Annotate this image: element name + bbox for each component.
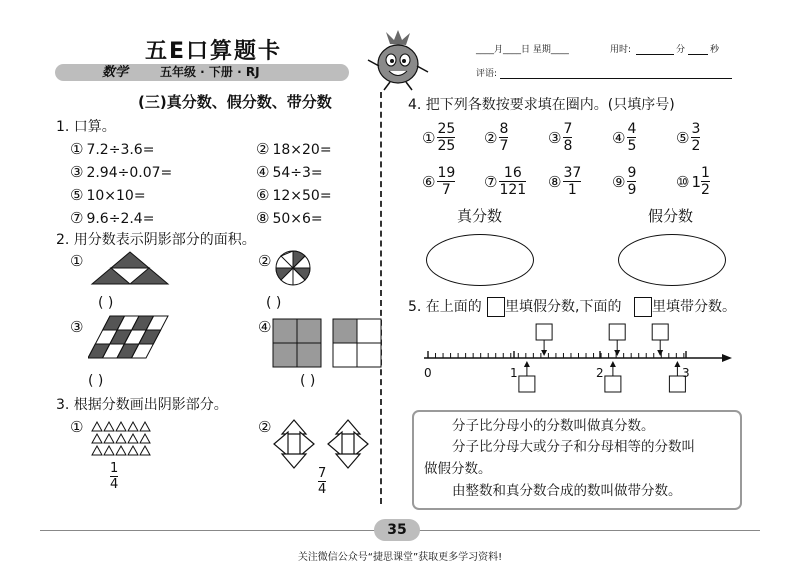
answer-box-upper: [652, 324, 668, 340]
denominator: 121: [499, 182, 527, 198]
pointer-arrow: [614, 350, 620, 356]
q4-item: [676, 166, 710, 197]
time-unit-sec: 秒: [710, 45, 720, 55]
q4-item-number: ⑦: [484, 172, 498, 191]
q4-item-number: ①: [422, 128, 436, 147]
time-sec-blank[interactable]: [688, 54, 708, 55]
shaded-squares-figure: [272, 318, 384, 370]
q4-item: [422, 122, 455, 153]
q1-item: [70, 140, 154, 159]
q4-item-number: ⑨: [612, 172, 626, 191]
q1-item-number: ④: [256, 163, 270, 181]
tick-label: 3: [682, 366, 690, 380]
q4-item: [484, 166, 526, 197]
denominator: 8: [563, 138, 573, 154]
kite-triangles-figure: [272, 418, 392, 470]
q3-title: 3. 根据分数画出阴影部分。: [56, 397, 228, 413]
q1-item-number: ⑧: [256, 209, 270, 227]
denominator: 2: [691, 138, 701, 154]
q4-fraction: [563, 122, 572, 153]
q3-fraction-1: 1 4: [110, 461, 119, 492]
improper-fraction-oval[interactable]: [618, 234, 726, 286]
small-triangle: [140, 446, 150, 455]
q1-item-number: ①: [70, 140, 84, 158]
q1-item: [256, 186, 332, 205]
numerator: 16: [503, 165, 522, 181]
small-triangle: [92, 422, 102, 431]
time-min-blank[interactable]: [636, 54, 674, 55]
numerator: 7: [563, 121, 573, 137]
numerator: 1: [701, 165, 710, 181]
numerator: 3: [691, 121, 701, 137]
section-title: (三)真分数、假分数、带分数: [138, 93, 332, 111]
tick-label: 2: [596, 366, 604, 380]
grade-label: 五年级 · 下册 · RJ: [160, 65, 260, 79]
q4-item: [548, 122, 572, 153]
small-triangle: [128, 422, 138, 431]
q2-answer-4[interactable]: ( ): [300, 373, 316, 389]
q1-item-expression: 54÷3=: [272, 165, 323, 181]
q1-item-number: ⑤: [70, 186, 84, 204]
number-line-arrow: [722, 354, 732, 362]
numerator: 25: [437, 121, 456, 137]
q2-label-2: ②: [258, 252, 272, 270]
q4-item: [676, 122, 700, 153]
q1-item-number: ③: [70, 163, 84, 181]
q2-title: 2. 用分数表示阴影部分的面积。: [56, 232, 256, 248]
q4-item-number: ⑥: [422, 172, 436, 191]
q4-item-number: ⑤: [676, 128, 690, 147]
denominator: 7: [499, 138, 509, 154]
q1-item-expression: 18×20=: [272, 142, 332, 158]
mascot-icon: [358, 30, 438, 92]
time-label: 用时:: [610, 45, 632, 55]
q2-answer-1[interactable]: ( ): [98, 295, 114, 311]
number-line: [420, 322, 740, 404]
q2-label-3: ③: [70, 318, 84, 336]
q2-label-1: ①: [70, 252, 84, 270]
numerator: 19: [437, 165, 456, 181]
tick-label: 0: [424, 366, 432, 380]
q5-title-a: 5. 在上面的: [408, 299, 482, 315]
shaded-triangle-figure: [90, 250, 170, 286]
q4-fraction: [499, 122, 508, 153]
q2-label-4: ④: [258, 318, 272, 336]
pointer-arrow: [657, 350, 663, 356]
shaded-parallelogram-figure: [88, 314, 170, 360]
brand-title: 五E口算题卡: [145, 39, 283, 64]
pointer-arrow: [541, 350, 547, 356]
q4-fraction: [627, 166, 636, 197]
proper-label: 真分数: [457, 207, 503, 225]
notes-line-1: 分子比分母小的分数叫做真分数。: [452, 418, 655, 434]
small-triangle: [116, 446, 126, 455]
q1-item-expression: 50×6=: [272, 211, 323, 227]
q2-answer-3[interactable]: ( ): [88, 373, 104, 389]
q4-item-number: ⑩: [676, 172, 690, 191]
improper-label: 假分数: [648, 207, 694, 225]
q4-item: [484, 122, 508, 153]
answer-box-upper: [609, 324, 625, 340]
q1-item: [256, 163, 323, 182]
q4-whole-part: 1: [691, 172, 701, 191]
denominator: 7: [441, 182, 451, 198]
answer-box-lower: [605, 376, 621, 392]
legend-box-lower: [634, 297, 652, 317]
small-triangle: [104, 434, 114, 443]
denominator: 25: [437, 138, 456, 154]
numerator: 4: [627, 121, 637, 137]
numerator: 37: [563, 165, 582, 181]
small-triangle: [92, 434, 102, 443]
notes-line-3: 做假分数。: [424, 461, 492, 477]
small-triangle: [92, 446, 102, 455]
q4-item-number: ②: [484, 128, 498, 147]
small-triangle: [116, 434, 126, 443]
q4-fraction: [627, 122, 636, 153]
q1-item-expression: 9.6÷2.4=: [86, 211, 155, 227]
q1-item: [256, 140, 332, 159]
q1-item: [70, 163, 172, 182]
q1-item-number: ⑥: [256, 186, 270, 204]
small-triangle: [128, 446, 138, 455]
denominator: 2: [701, 182, 710, 198]
q3-label-2: ②: [258, 418, 272, 436]
denominator: 9: [627, 182, 637, 198]
q1-item: [256, 209, 323, 228]
q4-title: 4. 把下列各数按要求填在圈内。(只填序号): [408, 97, 675, 113]
notes-line-4: 由整数和真分数合成的数叫做带分数。: [452, 483, 682, 499]
small-triangle: [104, 422, 114, 431]
q2-answer-2[interactable]: ( ): [266, 295, 282, 311]
footer-text: 关注微信公众号“捷思课堂”获取更多学习资料!: [297, 552, 503, 563]
q3-label-1: ①: [70, 418, 84, 436]
small-triangle: [104, 446, 114, 455]
comment-label: 评语:: [476, 69, 498, 79]
q4-fraction: [437, 122, 455, 153]
answer-box-upper: [536, 324, 552, 340]
numerator: 9: [627, 165, 637, 181]
small-triangle: [116, 422, 126, 431]
q1-item-expression: 7.2÷3.6=: [86, 142, 155, 158]
q1-title: 1. 口算。: [56, 119, 116, 135]
q4-item-number: ④: [612, 128, 626, 147]
q1-item-expression: 10×10=: [86, 188, 146, 204]
tick-label: 1: [510, 366, 518, 380]
q4-item-number: ③: [548, 128, 562, 147]
denominator: 1: [567, 182, 577, 198]
q5-title-b: 里填假分数,下面的: [505, 299, 622, 315]
q4-fraction: [437, 166, 455, 197]
q4-fraction: [691, 122, 700, 153]
q1-item: [70, 186, 146, 205]
small-triangle: [140, 434, 150, 443]
q1-item-number: ②: [256, 140, 270, 158]
notes-line-2: 分子比分母大或分子和分母相等的分数叫: [452, 439, 695, 455]
proper-fraction-oval[interactable]: [426, 234, 534, 286]
q1-item-expression: 12×50=: [272, 188, 332, 204]
q1-item-number: ⑦: [70, 209, 84, 227]
q3-fraction-2: 7 4: [318, 466, 327, 497]
page-number: 35: [387, 522, 407, 538]
denominator: 5: [627, 138, 637, 154]
small-triangle: [140, 422, 150, 431]
q4-fraction: [701, 166, 710, 197]
numerator: 8: [499, 121, 509, 137]
triangle-array-figure: [90, 420, 152, 458]
q4-item: [612, 166, 636, 197]
q4-item: [612, 122, 636, 153]
legend-box-upper: [487, 297, 505, 317]
shaded-circle-figure: [274, 249, 312, 287]
q4-item-number: ⑧: [548, 172, 562, 191]
q1-item: [70, 209, 154, 228]
answer-box-lower: [519, 376, 535, 392]
time-unit-min: 分: [676, 45, 686, 55]
subject-label: 数学: [102, 65, 129, 80]
q1-item-expression: 2.94÷0.07=: [86, 165, 173, 181]
comment-blank[interactable]: [500, 78, 732, 79]
q4-item: [548, 166, 581, 197]
date-line: ____月____日 星期____: [476, 45, 569, 55]
q5-title-c: 里填带分数。: [652, 299, 736, 315]
q4-fraction: [563, 166, 581, 197]
q4-fraction: [499, 166, 526, 197]
small-triangle: [128, 434, 138, 443]
q4-item: [422, 166, 455, 197]
